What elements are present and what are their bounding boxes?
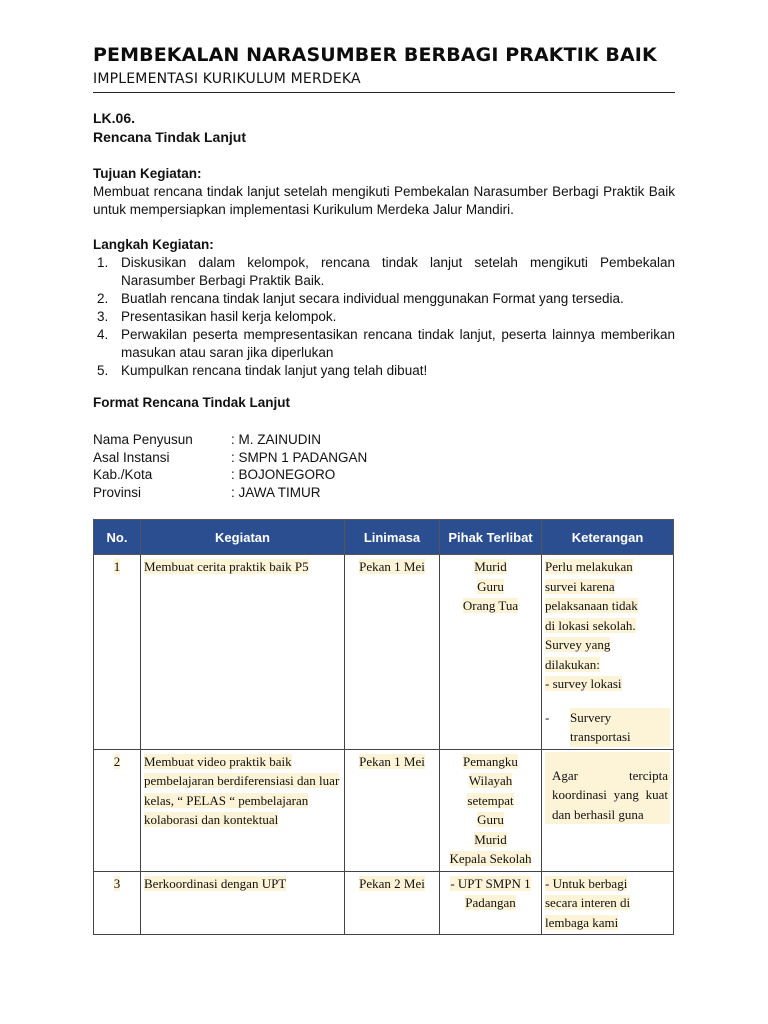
column-header-linimasa: Linimasa bbox=[345, 520, 440, 555]
worksheet-title: Rencana Tindak Lanjut bbox=[93, 129, 246, 145]
step-number: 5. bbox=[97, 363, 109, 378]
step-text: Kumpulkan rencana tindak lanjut yang telah dibuat! bbox=[121, 363, 428, 378]
cell-pihak: Pemangku Wilayah setempat Guru Murid Kepala Sekolah bbox=[440, 749, 542, 871]
identity-value: : BOJONEGORO bbox=[231, 467, 336, 482]
step-text: Perwakilan peserta mempresentasikan rencana tindak lanjut, peserta lainnya memberikan masukan atau saran jika diperlukan bbox=[121, 327, 675, 360]
step-item bbox=[93, 362, 675, 380]
step-number: 2. bbox=[97, 291, 109, 306]
header-divider bbox=[93, 92, 675, 93]
column-header-no: No. bbox=[94, 520, 141, 555]
column-header-keterangan: Keterangan bbox=[542, 520, 674, 555]
keterangan-bullet: - Survery transportasi bbox=[545, 708, 670, 747]
identity-value: : M. ZAINUDIN bbox=[231, 432, 321, 447]
step-text: Presentasikan hasil kerja kelompok. bbox=[121, 309, 337, 324]
step-text: Buatlah rencana tindak lanjut secara individual menggunakan Format yang tersedia. bbox=[121, 291, 624, 306]
plan-table bbox=[93, 519, 674, 935]
identity-label: Provinsi bbox=[93, 484, 142, 500]
table-row bbox=[94, 871, 674, 935]
identity-row bbox=[93, 484, 367, 502]
step-number: 1. bbox=[97, 255, 109, 270]
cell-linimasa: Pekan 1 Mei bbox=[345, 749, 440, 871]
format-heading: Format Rencana Tindak Lanjut bbox=[93, 395, 291, 410]
step-number: 4. bbox=[97, 327, 109, 342]
cell-keterangan: Agar tercipta koordinasi yang kuat dan berhasil guna bbox=[542, 749, 674, 871]
step-item bbox=[93, 254, 675, 290]
identity-label: Kab./Kota bbox=[93, 467, 153, 482]
step-item bbox=[93, 326, 675, 362]
step-text: Diskusikan dalam kelompok, rencana tindak lanjut setelah mengikuti Pembekalan Narasumber Berbagi Praktik Baik. bbox=[121, 255, 675, 288]
cell-keterangan: - Untuk berbagi secara interen di lembaga kami bbox=[542, 871, 674, 935]
step-item bbox=[93, 290, 675, 308]
tujuan-text: Membuat rencana tindak lanjut setelah mengikuti Pembekalan Narasumber Berbagi Praktik Baik untuk mempersiapkan implementasi Kurikulum Merdeka Jalur Mandiri. bbox=[93, 184, 675, 217]
document-subtitle: IMPLEMENTASI KURIKULUM MERDEKA bbox=[93, 71, 361, 87]
worksheet-code: LK.06. bbox=[93, 110, 136, 126]
document-title: PEMBEKALAN NARASUMBER BERBAGI PRAKTIK BAIK bbox=[93, 44, 657, 66]
cell-no: 1 bbox=[94, 555, 141, 750]
identity-label: Asal Instansi bbox=[93, 449, 170, 465]
cell-kegiatan: Membuat cerita praktik baik P5 bbox=[141, 555, 345, 750]
identity-label: Nama Penyusun bbox=[93, 432, 193, 447]
cell-kegiatan: Berkoordinasi dengan UPT bbox=[141, 871, 345, 935]
identity-row bbox=[93, 431, 367, 449]
langkah-steps bbox=[93, 254, 675, 380]
cell-no: 2 bbox=[94, 749, 141, 871]
cell-linimasa: Pekan 1 Mei bbox=[345, 555, 440, 750]
identity-value: : SMPN 1 PADANGAN bbox=[231, 449, 368, 465]
identity-value: : JAWA TIMUR bbox=[231, 484, 321, 500]
langkah-heading: Langkah Kegiatan: bbox=[93, 237, 214, 252]
cell-pihak: - UPT SMPN 1 Padangan bbox=[440, 871, 542, 935]
column-header-pihak: Pihak Terlibat bbox=[440, 520, 542, 555]
table-row bbox=[94, 749, 674, 871]
identity-row bbox=[93, 449, 367, 467]
identity-row bbox=[93, 466, 367, 484]
table-row bbox=[94, 555, 674, 750]
step-number: 3. bbox=[97, 309, 109, 324]
cell-linimasa: Pekan 2 Mei bbox=[345, 871, 440, 935]
identity-block bbox=[93, 431, 367, 501]
column-header-kegiatan: Kegiatan bbox=[141, 520, 345, 555]
tujuan-heading: Tujuan Kegiatan: bbox=[93, 166, 202, 181]
cell-pihak: Murid Guru Orang Tua bbox=[440, 555, 542, 750]
cell-keterangan: Perlu melakukan survei karena pelaksanaan tidak di lokasi sekolah. Survey yang dilakukan: - survey lokasi - Survery transportasi bbox=[542, 555, 674, 750]
cell-no: 3 bbox=[94, 871, 141, 935]
step-item bbox=[93, 308, 675, 326]
table-header-row bbox=[94, 520, 674, 555]
cell-kegiatan: Membuat video praktik baik pembelajaran berdiferensiasi dan luar kelas, “ PELAS “ pembelajaran kolaborasi dan kontektual bbox=[141, 749, 345, 871]
